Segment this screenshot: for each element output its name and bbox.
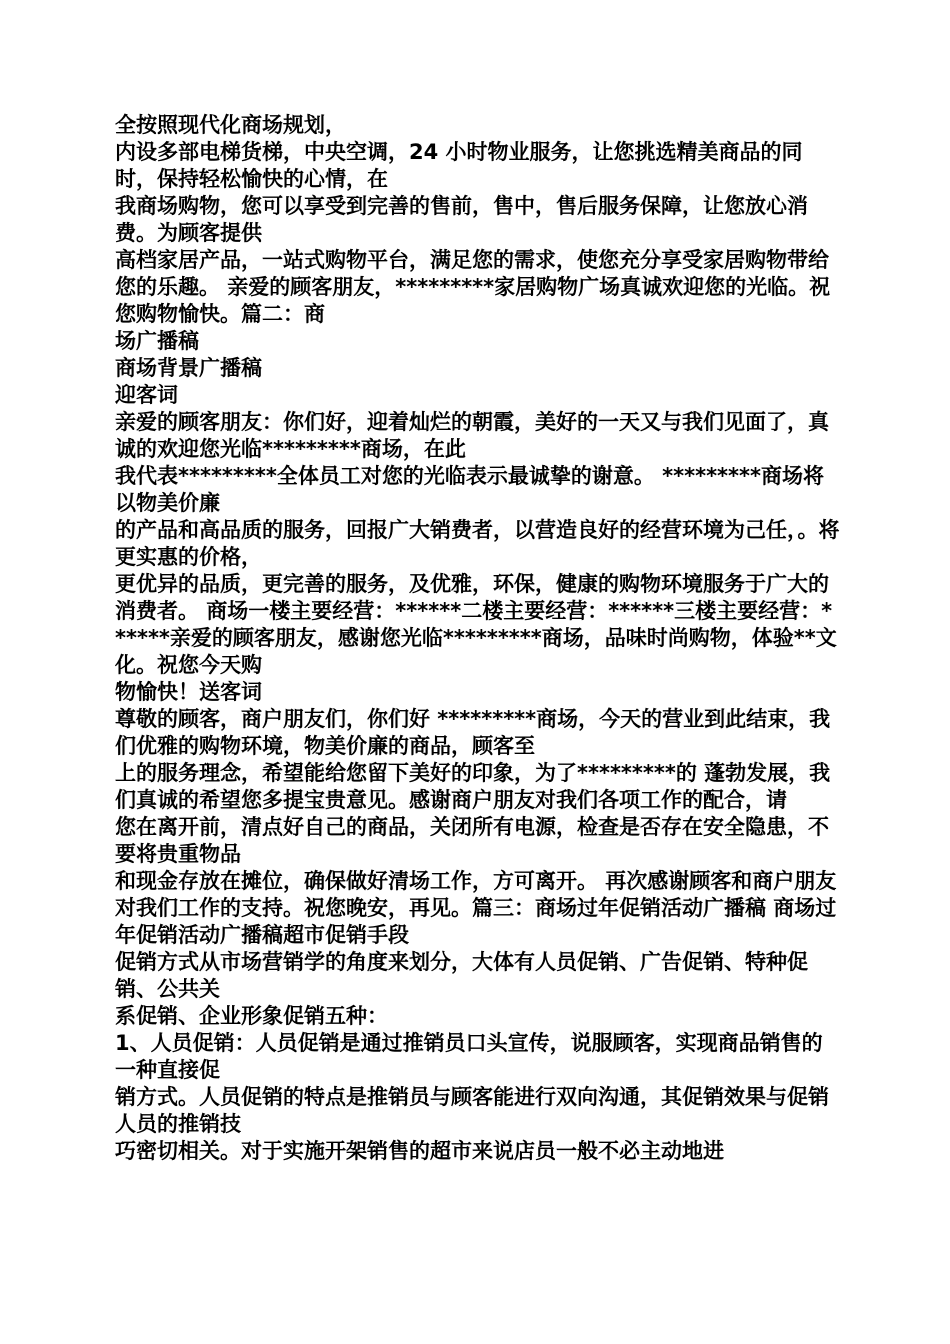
paragraph-7: 迎客词 (115, 383, 178, 407)
paragraph-11: 更优异的品质，更完善的服务，及优雅，环保，健康的购物环境服务于广大的消费者。 商场一楼主要经营：******二楼主要经营：******三楼主要经营：******亲爱的顾客朋友，感谢您光临*********商场，品味时尚购物，体验**文化。祝您今天购 (115, 572, 837, 677)
document-body (115, 112, 840, 1165)
paragraph-19: 1、人员促销：人员促销是通过推销员口头宣传，说服顾客，实现商品销售的一种直接促 (115, 1031, 823, 1082)
paragraph-10: 的产品和高品质的服务，回报广大销费者，以营造良好的经营环境为己任，。将更实惠的价格， (115, 518, 840, 569)
paragraph-9: 我代表*********全体员工对您的光临表示最诚挚的谢意。 *********商场将以物美价廉 (115, 464, 824, 515)
paragraph-3: 我商场购物，您可以享受到完善的售前，售中，售后服务保障，让您放心消费。为顾客提供 (115, 194, 808, 245)
paragraph-12: 物愉快！送客词 (115, 680, 262, 704)
paragraph-16: 和现金存放在摊位，确保做好清场工作，方可离开。 再次感谢顾客和商户朋友对我们工作的支持。祝您晚安，再见。篇三：商场过年促销活动广播稿 商场过年促销活动广播稿超市促销手段 (115, 869, 837, 947)
paragraph-20: 销方式。人员促销的特点是推销员与顾客能进行双向沟通，其促销效果与促销人员的推销技 (115, 1085, 829, 1136)
paragraph-21: 巧密切相关。对于实施开架销售的超市来说店员一般不必主动地进 (115, 1139, 724, 1163)
paragraph-15: 您在离开前，清点好自己的商品，关闭所有电源，检查是否存在安全隐患，不要将贵重物品 (115, 815, 829, 866)
paragraph-1: 全按照现代化商场规划， (115, 113, 346, 137)
paragraph-14: 上的服务理念，希望能给您留下美好的印象，为了*********的 蓬勃发展，我们真诚的希望您多提宝贵意见。感谢商户朋友对我们各项工作的配合，请 (115, 761, 831, 812)
paragraph-13: 尊敬的顾客，商户朋友们，你们好 *********商场，今天的营业到此结束，我们优雅的购物环境，物美价廉的商品，顾客至 (115, 707, 831, 758)
paragraph-5: 场广播稿 (115, 329, 199, 353)
paragraph-6: 商场背景广播稿 (115, 356, 262, 380)
paragraph-8: 亲爱的顾客朋友：你们好，迎着灿烂的朝霞，美好的一天又与我们见面了，真诚的欢迎您光临*********商场，在此 (115, 410, 829, 461)
paragraph-17: 促销方式从市场营销学的角度来划分，大体有人员促销、广告促销、特种促销、公共关 (115, 950, 808, 1001)
paragraph-2: 内设多部电梯货梯，中央空调，24 小时物业服务，让您挑选精美商品的同时，保持轻松愉快的心情，在 (115, 140, 803, 191)
paragraph-18: 系促销、企业形象促销五种： (115, 1004, 388, 1028)
paragraph-4: 高档家居产品，一站式购物平台，满足您的需求，使您充分享受家居购物带给您的乐趣。 亲爱的顾客朋友，*********家居购物广场真诚欢迎您的光临。祝您购物愉快。篇二：商 (115, 248, 831, 326)
